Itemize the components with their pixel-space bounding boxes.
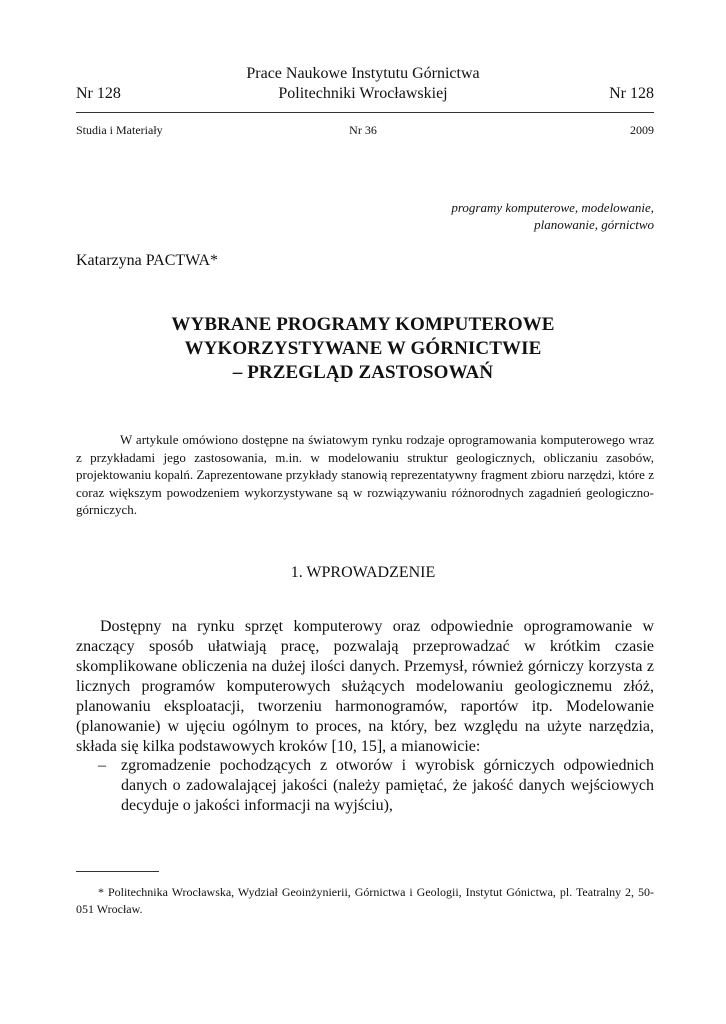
series-number: Nr 36 xyxy=(349,123,377,137)
keywords-line1: programy komputerowe, modelowanie, xyxy=(451,200,654,215)
footnote-rule xyxy=(76,871,159,872)
footnote: * Politechnika Wrocławska, Wydział Geoinżynierii, Górnictwa i Geologii, Instytut Gónictwa, pl. Teatralny 2, 50-051 Wrocław. xyxy=(76,885,654,916)
abstract: W artykule omówiono dostępne na światowym rynku rodzaje oprogramowania komputerowego wraz z przykładami jego zastosowania, m.in. w modelowaniu struktur geologicznych, obliczaniu zasobów, projektowaniu kopalń. Zaprezentowane przykłady stanowią reprezentatywny fragment zbioru narzędzi, które z coraz większym powodzeniem wykorzystywane są w rozwiązywaniu różnorodnych zagadnień geologiczno-górniczych. xyxy=(76,432,654,517)
list-item-text: zgromadzenie pochodzących z otworów i wyrobisk górniczych odpowiednich danych o zadowalającej jakości (należy pamiętać, że jakość danych wejściowych decyduje o jakości informacji na wyjściu), xyxy=(121,757,654,814)
keywords-line2: planowanie, górnictwo xyxy=(534,217,654,232)
issue-number-left: Nr 128 xyxy=(76,85,121,102)
publication-year: 2009 xyxy=(630,123,654,137)
series-name: Studia i Materiały xyxy=(76,123,163,137)
title-line1: WYBRANE PROGRAMY KOMPUTEROWE xyxy=(171,314,555,335)
header-rule xyxy=(76,112,654,113)
author-name: Katarzyna PACTWA* xyxy=(76,252,219,269)
title-line3: – PRZEGLĄD ZASTOSOWAŃ xyxy=(232,362,494,383)
section-heading: 1. WPROWADZENIE xyxy=(290,564,436,581)
intro-paragraph: Dostępny na rynku sprzęt komputerowy oraz odpowiednie oprogramowanie w znaczący sposób ułatwiają pracę, pozwalają przeprowadzać w krótkim czasie skomplikowane obliczenia na dużej ilości danych. Przemysł, również górniczy korzysta z licznych programów komputerowych służących modelowaniu geologicznemu złóż, planowaniu eksploatacji, tworzeniu harmonogramów, raportów itp. Modelowanie (planowanie) w ujęciu ogólnym to proces, na który, bez względu na użyte narzędzia, składa się kilka podstawowych kroków [10, 15], a mianowicie: xyxy=(76,618,654,755)
journal-name-line1: Prace Naukowe Instytutu Górnictwa xyxy=(246,65,480,82)
title-line2: WYKORZYSTYWANE W GÓRNICTWIE xyxy=(184,338,542,359)
issue-number-right: Nr 128 xyxy=(609,85,654,102)
list-dash: – xyxy=(98,757,106,774)
list-item xyxy=(76,756,654,816)
journal-name-line2: Politechniki Wrocławskiej xyxy=(278,85,448,102)
